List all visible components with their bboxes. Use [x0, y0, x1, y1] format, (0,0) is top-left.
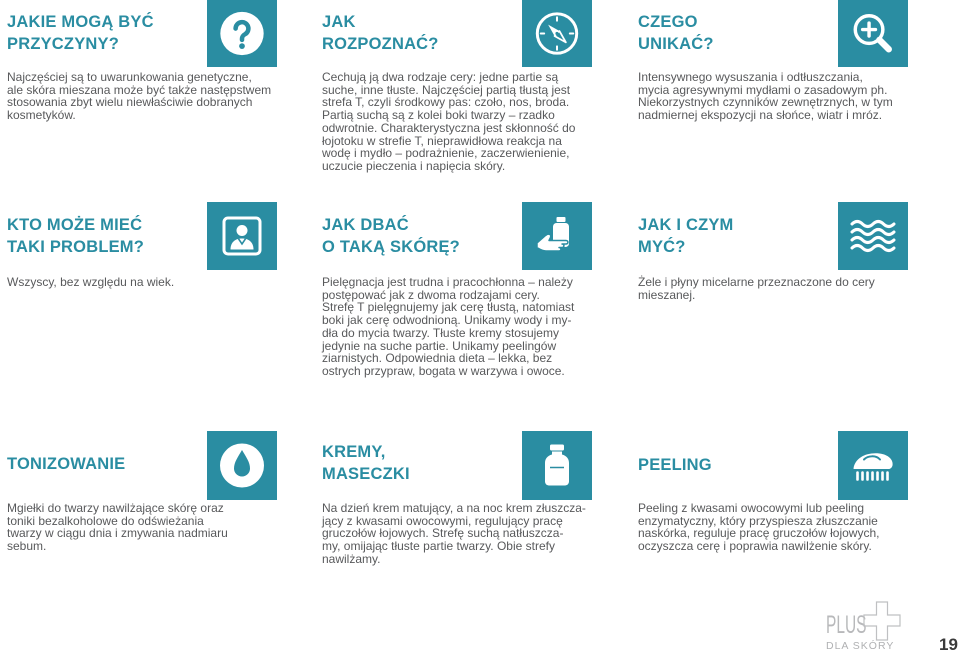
body-line: Peeling z kwasami owocowymi lub peeling [638, 501, 865, 515]
body-line: mycia agresywnymi mydłami o zasadowym ph. [638, 82, 888, 97]
section-title-line: JAK I CZYM [638, 216, 734, 234]
body-line: sebum. [7, 539, 47, 554]
question-icon [207, 0, 277, 67]
logo-wordmark: PLUS [826, 611, 867, 639]
waves-icon [838, 202, 908, 270]
section-title-line: KREMY, [322, 443, 386, 461]
section-body [638, 71, 893, 122]
section-title [7, 453, 125, 475]
section-title-line: KTO MOŻE MIEĆ [7, 216, 143, 234]
body-line: jedynie na suche partie. Unikamy peelingów [322, 338, 557, 353]
person-badge-icon [207, 202, 277, 270]
section-title-line: MASECZKI [322, 465, 410, 483]
body-line: naskórka, reguluje pracę gruczołów łojowych, [638, 526, 880, 541]
section-title [322, 214, 460, 258]
section-title [322, 441, 410, 485]
body-line: Najczęściej są to uwarunkowania genetyczne, [7, 70, 252, 84]
section-title-line: CZEGO [638, 13, 698, 31]
section-title-line: JAK [322, 13, 356, 31]
icon-tile [522, 431, 592, 500]
body-line: twarzy w ciągu dnia i zmywania nadmiaru [7, 526, 228, 541]
body-line: Żele i płyny micelarne przeznaczone do cery [638, 275, 875, 289]
body-line: enzymatyczny, który przyspiesza złuszczanie [638, 513, 878, 528]
icon-tile [838, 431, 908, 500]
logo-tagline: DLA SKÓRY [826, 640, 895, 652]
section-title-line: PEELING [638, 456, 712, 474]
icon-tile [207, 0, 277, 67]
body-line: stosowania zbyt wielu niewłaściwie dobranych [7, 95, 253, 110]
body-line: Niekorzystnych czynników zewnętrznych, w tym [638, 95, 893, 110]
section-title-line: ROZPOZNAĆ? [322, 35, 439, 53]
body-line: łojotoku w strefie T, nieprawidłowa reakcja na [322, 133, 562, 148]
body-line: nadmiernej ekspozycji na słońce, wiatr i mróz. [638, 108, 883, 123]
section-title [638, 454, 712, 476]
body-line: wodę i mydło – podrażnienie, zaczerwienienie, [322, 146, 570, 161]
body-line: Pielęgnacja jest trudna i pracochłonna – należy [322, 275, 573, 289]
icon-tile [838, 202, 908, 270]
jar-icon [522, 431, 592, 500]
body-line: Wszyscy, bez względu na wiek. [7, 275, 175, 289]
body-line: dła do mycia twarzy. Tłuste kremy stosujemy [322, 325, 559, 340]
section-title [322, 11, 439, 55]
body-line: gruczołów łojowych. Strefę suchą natłuszcza- [322, 526, 564, 541]
body-line: Strefę T pielęgnujemy jak cerę tłustą, natomiast [322, 300, 575, 315]
section-title [7, 11, 154, 55]
body-line: Partią suchą są z kolei boki twarzy – rzadko [322, 108, 555, 123]
icon-tile [207, 431, 277, 500]
section-title [638, 214, 734, 258]
body-line: Mgiełki do twarzy nawilżające skórę oraz [7, 501, 224, 515]
body-line: ale skóra mieszana może być także następstwem [7, 82, 272, 97]
brush-icon [838, 431, 908, 500]
section-body [7, 276, 174, 289]
section-title-line: TAKI PROBLEM? [7, 238, 145, 256]
hand-bottle-icon [522, 202, 592, 270]
section-title-line: TONIZOWANIE [7, 455, 126, 473]
body-line: ostrych przypraw, bogata w warzywa i owoce. [322, 363, 565, 378]
body-line: jący z kwasami owocowymi, regulujący pracę [322, 513, 563, 528]
body-line: strefa T, czyli środkowy pas: czoło, nos, broda. [322, 95, 570, 110]
body-line: toniki bezalkoholowe do odświeżania [7, 513, 204, 528]
section-body [7, 71, 271, 122]
body-line: odwrotnie. Charakterystyczna jest skłonność do [322, 120, 576, 135]
section-title [7, 214, 144, 258]
body-line: suche, inne tłuste. Najczęściej partią tłustą jest [322, 82, 571, 97]
body-line: nawilżamy. [322, 551, 381, 566]
section-title-line: MYĆ? [638, 238, 686, 256]
body-line: my, omijając tłuste partie twarzy. Obie strefy [322, 539, 555, 554]
magnifier-plus-icon [838, 0, 908, 67]
body-line: Cechują ją dwa rodzaje cery: jedne partie są [322, 70, 559, 84]
section-title-line: UNIKAĆ? [638, 35, 714, 53]
body-line: Intensywnego wysuszania i odtłuszczania, [638, 70, 863, 84]
body-line: postępować jak z dwoma rodzajami cery. [322, 287, 540, 302]
compass-icon [522, 0, 592, 67]
section-body [7, 502, 228, 553]
section-title-line: PRZYCZYNY? [7, 35, 120, 53]
section-body [638, 276, 875, 301]
icon-tile [838, 0, 908, 67]
body-line: mieszanej. [638, 287, 696, 302]
section-title-line: JAK DBAĆ [322, 216, 409, 234]
section-body [322, 71, 575, 173]
section-body [638, 502, 879, 553]
icon-tile [522, 0, 592, 67]
section-body [322, 502, 586, 566]
water-drop-icon [207, 431, 277, 500]
plus-cross-icon [860, 600, 904, 644]
body-line: uczucie pieczenia i napięcia skóry. [322, 158, 506, 173]
icon-tile [207, 202, 277, 270]
body-line: ziarnistych. Odpowiednia dieta – lekka, bez [322, 351, 553, 366]
page-number: 19 [939, 635, 958, 654]
body-line: kosmetyków. [7, 108, 76, 123]
section-body [322, 276, 574, 378]
section-title-line: O TAKĄ SKÓRĘ? [322, 238, 460, 256]
body-line: Na dzień krem matujący, a na noc krem złuszcza- [322, 501, 586, 515]
body-line: oczyszcza cerę i poprawia nawilżenie skóry. [638, 539, 872, 554]
section-title [638, 11, 714, 55]
section-title-line: JAKIE MOGĄ BYĆ [7, 13, 154, 31]
icon-tile [522, 202, 592, 270]
body-line: boki jak cerę odwodnioną. Unikamy wody i my- [322, 313, 572, 328]
